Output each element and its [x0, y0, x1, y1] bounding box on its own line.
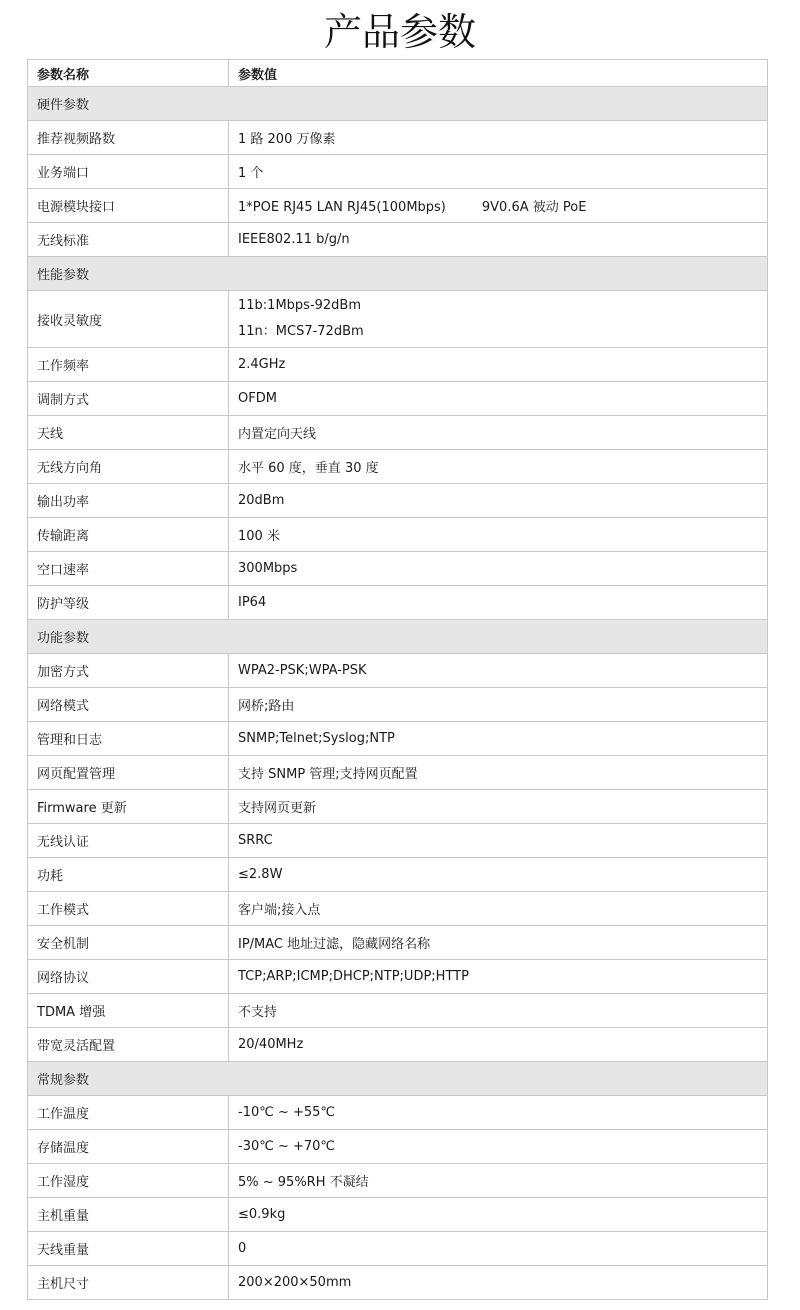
page-title: 产品参数 [323, 10, 476, 54]
param-name: 安全机制 [28, 926, 229, 960]
param-value-line: 11n：MCS7-72dBm [238, 324, 364, 339]
param-name: 天线重量 [28, 1232, 229, 1266]
param-name: 接收灵敏度 [28, 291, 229, 348]
param-name: 调制方式 [28, 382, 229, 416]
table-row [28, 1130, 768, 1164]
table-header-row [28, 60, 768, 87]
table-row [28, 790, 768, 824]
table-row [28, 960, 768, 994]
table-row [28, 722, 768, 756]
param-name: 工作温度 [28, 1096, 229, 1130]
param-value: 1 路 200 万像素 [229, 121, 768, 155]
param-value [229, 291, 768, 348]
table-row [28, 416, 768, 450]
section-label: 常规参数 [28, 1062, 768, 1096]
table-row [28, 189, 768, 223]
param-name: 网络协议 [28, 960, 229, 994]
param-name: 推荐视频路数 [28, 121, 229, 155]
param-value: 支持网页更新 [229, 790, 768, 824]
param-value: ≤0.9kg [229, 1198, 768, 1232]
param-name: 网络模式 [28, 688, 229, 722]
param-name: 天线 [28, 416, 229, 450]
table-row [28, 291, 768, 348]
param-value: -30℃ ~ +70℃ [229, 1130, 768, 1164]
param-value: IP/MAC 地址过滤，隐藏网络名称 [229, 926, 768, 960]
param-value: WPA2-PSK;WPA-PSK [229, 654, 768, 688]
param-value: 20dBm [229, 484, 768, 518]
table-row [28, 858, 768, 892]
table-row [28, 382, 768, 416]
param-value: ≤2.8W [229, 858, 768, 892]
header-name: 参数名称 [28, 60, 229, 87]
param-name: 业务端口 [28, 155, 229, 189]
param-value-line: 11b:1Mbps-92dBm [238, 298, 362, 313]
param-value [229, 189, 768, 223]
table-row [28, 1028, 768, 1062]
param-value: 0 [229, 1232, 768, 1266]
table-row [28, 1232, 768, 1266]
param-value: IP64 [229, 586, 768, 620]
section-row-hardware [28, 87, 768, 121]
param-value: 20/40MHz [229, 1028, 768, 1062]
param-value-part: 1*POE RJ45 LAN RJ45(100Mbps) [238, 200, 446, 215]
table-row [28, 926, 768, 960]
param-value: 客户端;接入点 [229, 892, 768, 926]
header-value: 参数值 [229, 60, 768, 87]
section-label: 功能参数 [28, 620, 768, 654]
param-name: 带宽灵活配置 [28, 1028, 229, 1062]
param-value: 200×200×50mm [229, 1266, 768, 1300]
param-name: 主机尺寸 [28, 1266, 229, 1300]
param-name: 管理和日志 [28, 722, 229, 756]
param-name: 电源模块接口 [28, 189, 229, 223]
table-row [28, 756, 768, 790]
table-row [28, 121, 768, 155]
table-row [28, 552, 768, 586]
param-value: 100 米 [229, 518, 768, 552]
param-value: IEEE802.11 b/g/n [229, 223, 768, 257]
table-row [28, 994, 768, 1028]
table-row [28, 348, 768, 382]
param-value: 水平 60 度，垂直 30 度 [229, 450, 768, 484]
param-value: 网桥;路由 [229, 688, 768, 722]
param-name: 加密方式 [28, 654, 229, 688]
spec-table [27, 59, 768, 1300]
table-row [28, 1164, 768, 1198]
param-name: 存储温度 [28, 1130, 229, 1164]
table-row [28, 450, 768, 484]
param-name: 功耗 [28, 858, 229, 892]
param-value: SNMP;Telnet;Syslog;NTP [229, 722, 768, 756]
param-name: 主机重量 [28, 1198, 229, 1232]
param-name: 输出功率 [28, 484, 229, 518]
param-value: 内置定向天线 [229, 416, 768, 450]
table-row [28, 824, 768, 858]
param-value: 2.4GHz [229, 348, 768, 382]
param-value: 1 个 [229, 155, 768, 189]
section-row-performance [28, 257, 768, 291]
param-name: 工作频率 [28, 348, 229, 382]
param-value: 300Mbps [229, 552, 768, 586]
param-name: 工作模式 [28, 892, 229, 926]
table-row [28, 155, 768, 189]
param-name: 工作湿度 [28, 1164, 229, 1198]
param-name: 无线标准 [28, 223, 229, 257]
table-row [28, 892, 768, 926]
table-row [28, 484, 768, 518]
table-row [28, 518, 768, 552]
param-value: SRRC [229, 824, 768, 858]
param-value: TCP;ARP;ICMP;DHCP;NTP;UDP;HTTP [229, 960, 768, 994]
param-value: 5% ~ 95%RH 不凝结 [229, 1164, 768, 1198]
section-label: 硬件参数 [28, 87, 768, 121]
section-row-general [28, 1062, 768, 1096]
param-name: TDMA 增强 [28, 994, 229, 1028]
param-name: 防护等级 [28, 586, 229, 620]
param-name: 空口速率 [28, 552, 229, 586]
param-value: 不支持 [229, 994, 768, 1028]
param-name: 无线方向角 [28, 450, 229, 484]
table-row [28, 688, 768, 722]
param-value: -10℃ ~ +55℃ [229, 1096, 768, 1130]
param-value: 支持 SNMP 管理;支持网页配置 [229, 756, 768, 790]
table-row [28, 1266, 768, 1300]
param-name: Firmware 更新 [28, 790, 229, 824]
table-row [28, 1198, 768, 1232]
table-row [28, 586, 768, 620]
table-row [28, 223, 768, 257]
table-row [28, 654, 768, 688]
param-name: 网页配置管理 [28, 756, 229, 790]
param-value-part: 9V0.6A 被动 PoE [481, 200, 587, 215]
param-name: 无线认证 [28, 824, 229, 858]
param-value: OFDM [229, 382, 768, 416]
section-label: 性能参数 [28, 257, 768, 291]
param-name: 传输距离 [28, 518, 229, 552]
section-row-function [28, 620, 768, 654]
table-row [28, 1096, 768, 1130]
